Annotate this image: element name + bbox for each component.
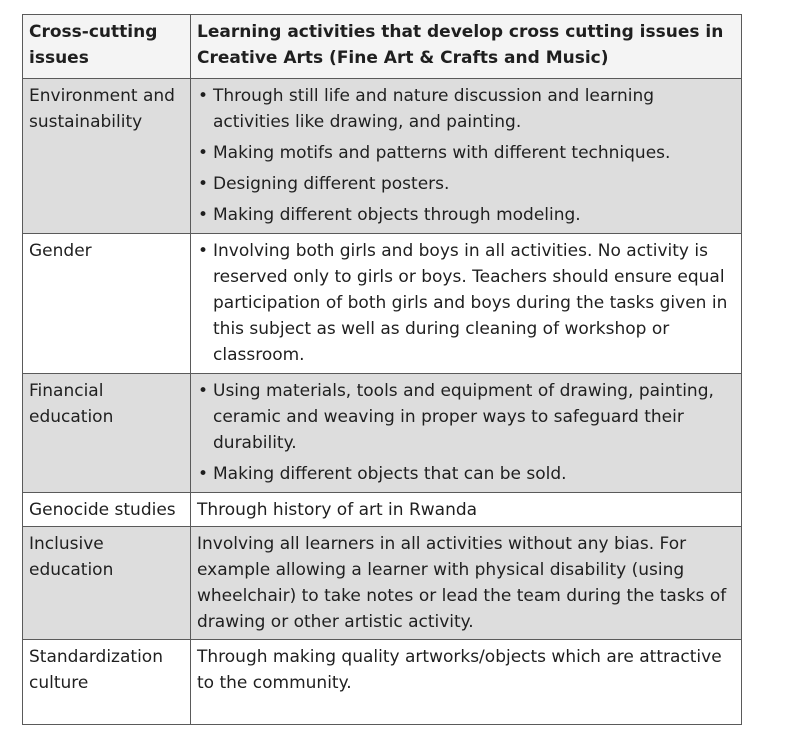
table-row — [23, 374, 742, 493]
table-row — [23, 234, 742, 374]
activity-bullet: • Using materials, tools and equipment of drawing, painting, ceramic and weaving in proper ways to safeguard their durability. — [197, 378, 735, 456]
activity-bullet-list — [197, 238, 735, 368]
activity-cell: Through history of art in Rwanda — [191, 493, 742, 527]
activity-bullet: • Designing different posters. — [197, 171, 735, 197]
table-row — [23, 493, 742, 527]
issue-cell: Standardization culture — [23, 640, 191, 725]
activity-bullet: • Making motifs and patterns with different techniques. — [197, 140, 735, 166]
table-row — [23, 79, 742, 234]
issue-cell: Inclusive education — [23, 527, 191, 640]
issue-cell: Gender — [23, 234, 191, 374]
issue-cell: Genocide studies — [23, 493, 191, 527]
cross-cutting-issues-table — [22, 14, 742, 725]
header-cross-cutting-issues: Cross-cutting issues — [23, 15, 191, 79]
activity-cell — [191, 234, 742, 374]
activity-cell: Involving all learners in all activities without any bias. For example allowing a learner with physical disability (using wheelchair) to take notes or lead the team during the tasks of drawing or other artistic activity. — [191, 527, 742, 640]
activity-bullet: • Making different objects that can be sold. — [197, 461, 735, 487]
activity-bullet: • Making different objects through modeling. — [197, 202, 735, 228]
issue-cell: Environment and sustainability — [23, 79, 191, 234]
header-learning-activities: Learning activities that develop cross cutting issues in Creative Arts (Fine Art & Crafts and Music) — [191, 15, 742, 79]
activity-cell — [191, 374, 742, 493]
activity-bullet: • Through still life and nature discussion and learning activities like drawing, and painting. — [197, 83, 735, 135]
activity-cell: Through making quality artworks/objects which are attractive to the community. — [191, 640, 742, 725]
issue-cell: Financial education — [23, 374, 191, 493]
table-header-row — [23, 15, 742, 79]
activity-bullet-list — [197, 83, 735, 228]
table-row — [23, 640, 742, 725]
activity-bullet: • Involving both girls and boys in all activities. No activity is reserved only to girls or boys. Teachers should ensure equal participation of both girls and boys during the tasks given in this subject as well as during cleaning of workshop or classroom. — [197, 238, 735, 368]
activity-bullet-list — [197, 378, 735, 487]
table-row — [23, 527, 742, 640]
activity-cell — [191, 79, 742, 234]
